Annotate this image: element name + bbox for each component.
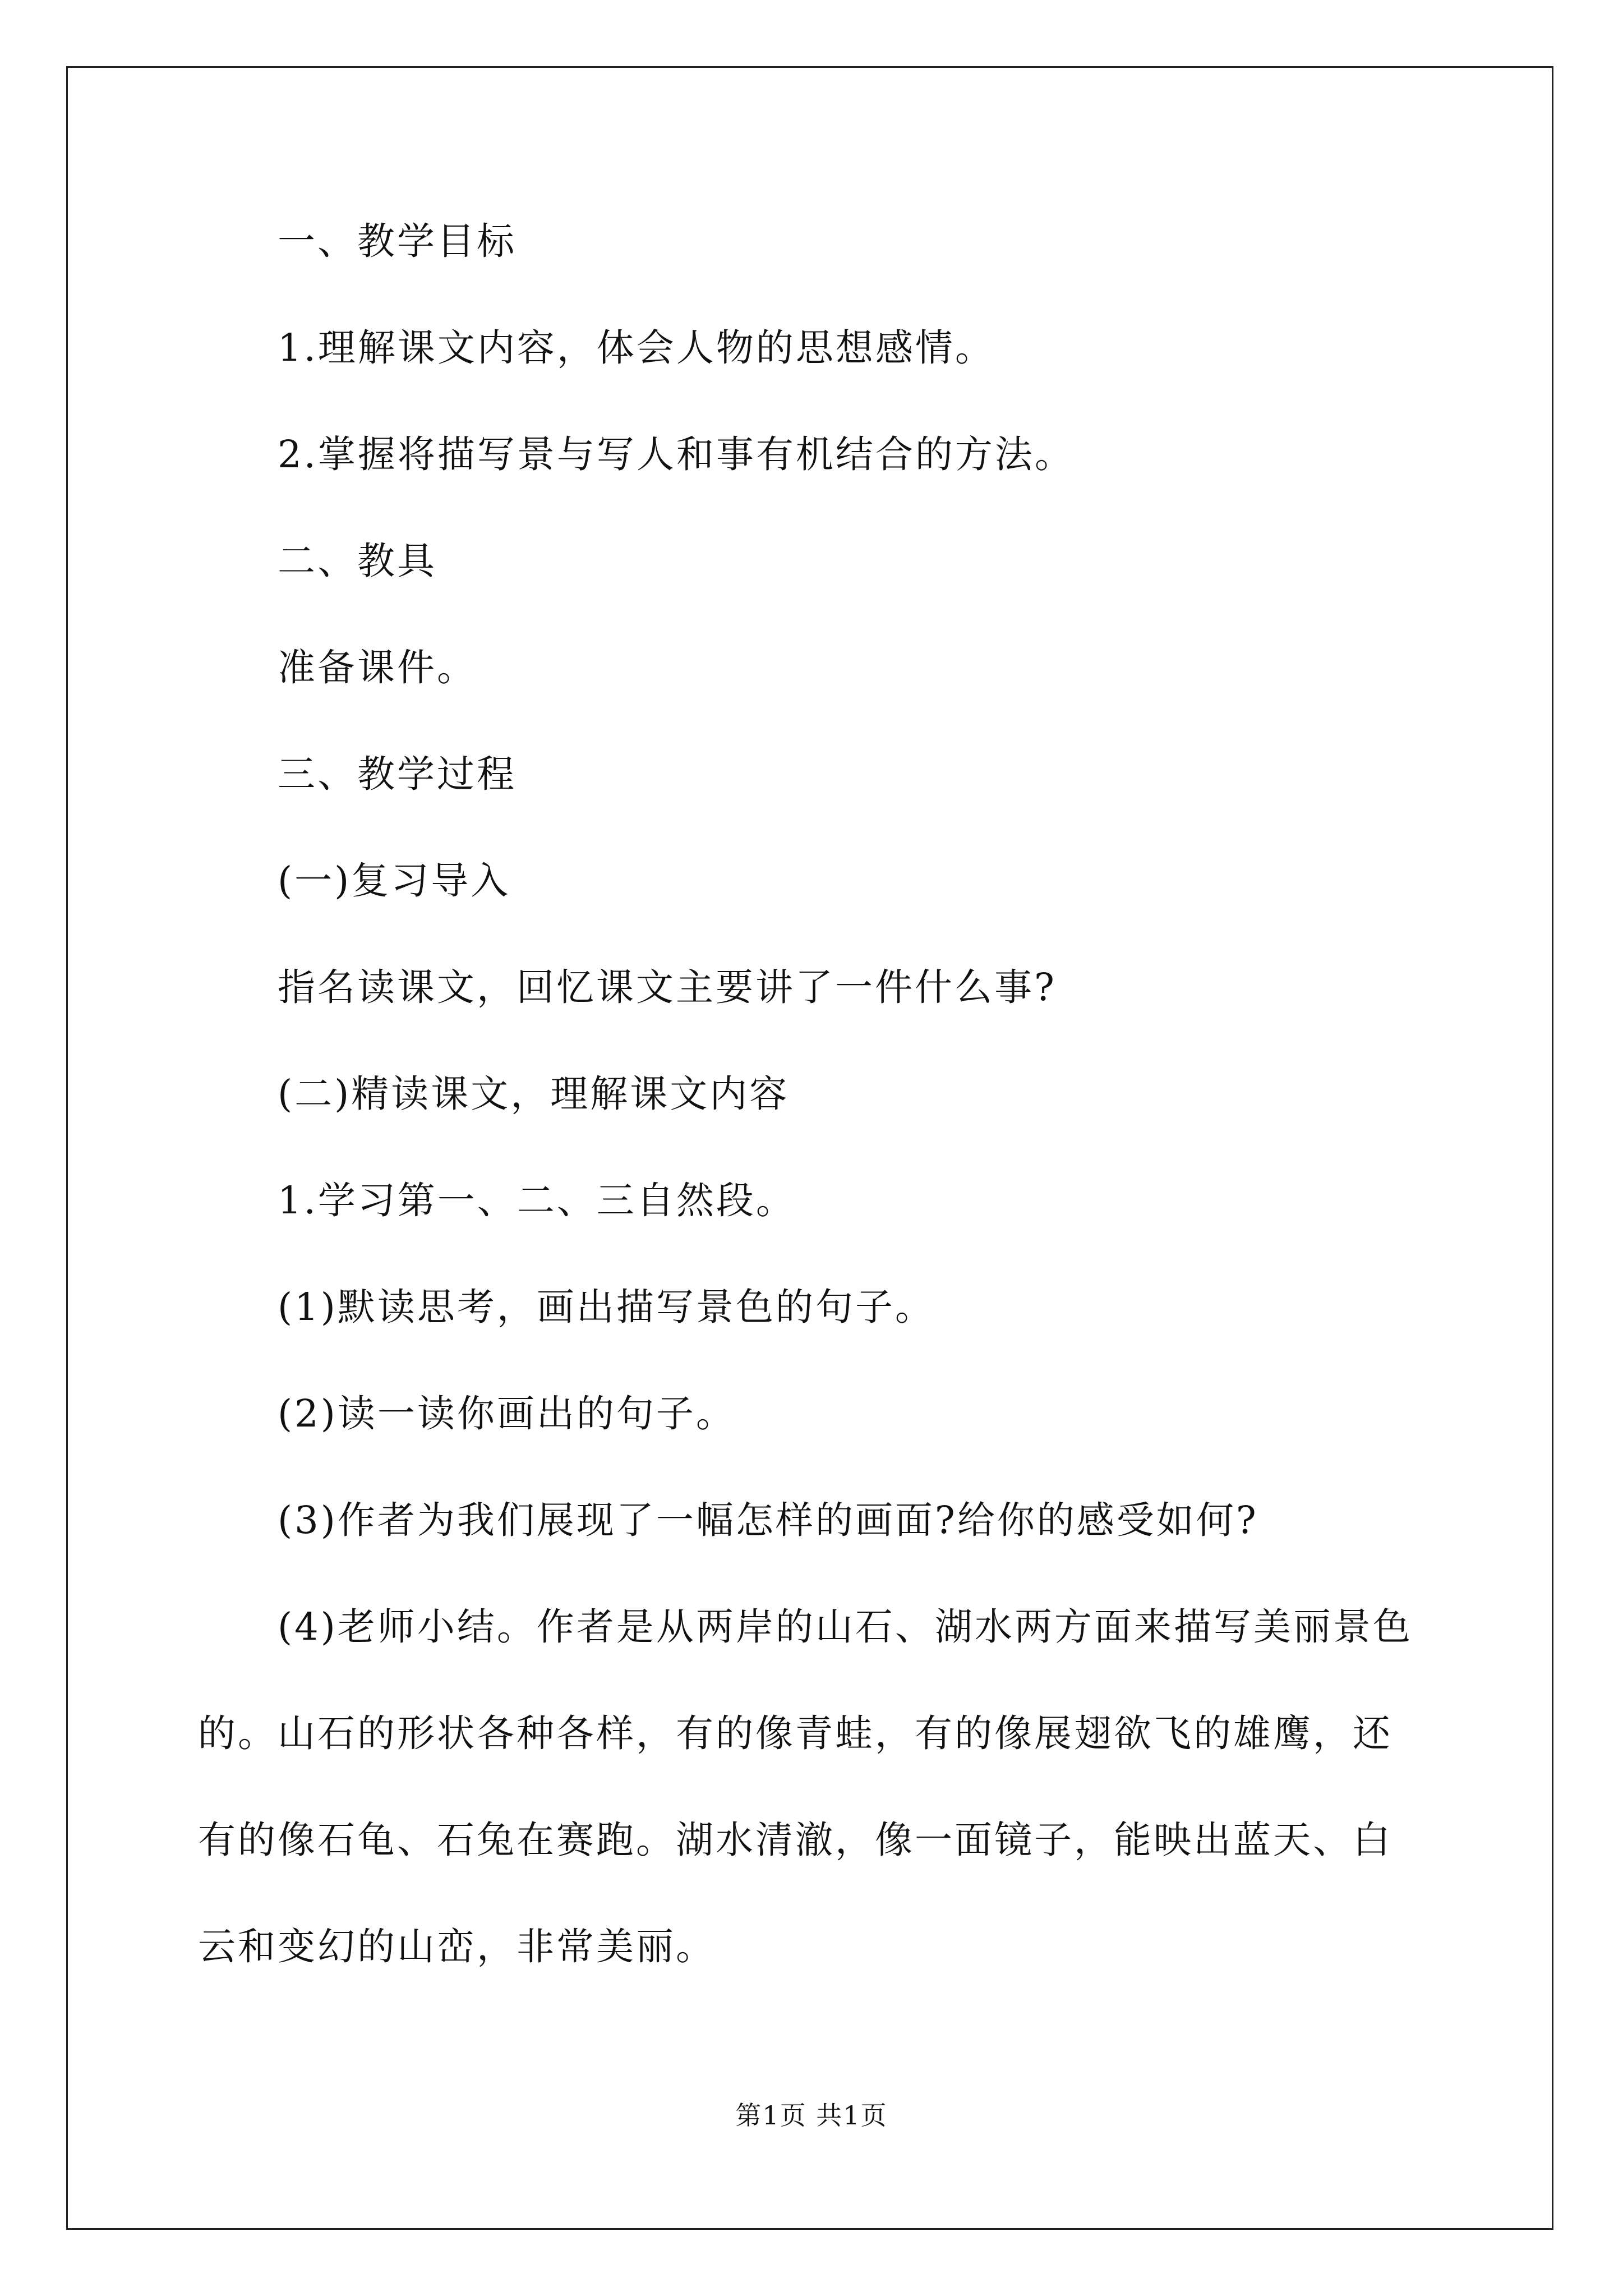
page-footer: 第1页 共1页: [735, 2100, 888, 2131]
step-1-sub-4-line-4: 云和变幻的山峦，非常美丽。: [198, 1925, 716, 1968]
step-1-sub-2: (2)读一读你画出的句子。: [278, 1392, 736, 1435]
heading-teaching-goals: 一、教学目标: [278, 219, 517, 263]
aids-text: 准备课件。: [278, 646, 477, 689]
heading-teaching-process: 三、教学过程: [278, 752, 517, 796]
step-1: 1.学习第一、二、三自然段。: [278, 1179, 796, 1222]
review-text: 指名读课文，回忆课文主要讲了一件什么事?: [278, 965, 1057, 1009]
goal-item-2: 2.掌握将描写景与写人和事有机结合的方法。: [278, 432, 1075, 476]
step-1-sub-4-line-1: (4)老师小结。作者是从两岸的山石、湖水两方面来描写美丽景色: [278, 1605, 1413, 1649]
step-1-sub-3: (3)作者为我们展现了一幅怎样的画面?给你的感受如何?: [278, 1498, 1258, 1542]
step-1-sub-1: (1)默读思考，画出描写景色的句子。: [278, 1285, 935, 1329]
subheading-close-reading: (二)精读课文，理解课文内容: [278, 1072, 790, 1116]
heading-teaching-aids: 二、教具: [278, 539, 437, 583]
subheading-review: (一)复习导入: [278, 859, 511, 903]
goal-item-1: 1.理解课文内容，体会人物的思想感情。: [278, 326, 995, 370]
step-1-sub-4-line-3: 有的像石龟、石兔在赛跑。湖水清澈，像一面镜子，能映出蓝天、白: [198, 1818, 1393, 1862]
step-1-sub-4-line-2: 的。山石的形状各种各样，有的像青蛙，有的像展翅欲飞的雄鹰，还: [198, 1711, 1393, 1755]
page-border: [66, 66, 1553, 2230]
